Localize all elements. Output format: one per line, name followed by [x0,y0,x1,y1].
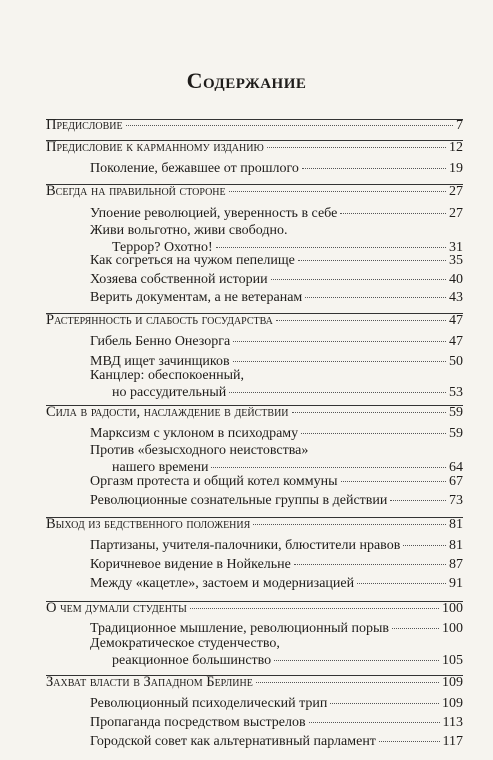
entry-title: Захват власти в Западном Берлине [46,674,253,690]
page-title: Содержание [186,68,307,93]
entry-title: Как согреться на чужом пепелище [90,253,295,268]
entry-title: Коричневое видение в Нойкельне [90,557,291,572]
dot-leader [229,392,446,393]
dot-leader [233,341,446,342]
toc-subentry [90,733,463,750]
entry-title-line1: Канцлер: обеспокоенный, [90,368,245,383]
toc-subentry [90,537,463,554]
toc-chapter [46,139,463,156]
dot-leader [330,703,439,704]
dot-leader [309,722,440,723]
entry-title: Предисловие [46,117,123,133]
toc-subentry [90,252,463,269]
dot-leader [305,297,446,298]
dot-leader [216,247,446,248]
toc-chapter [46,183,463,200]
toc-subentry [90,271,463,288]
entry-title-line2: реакционное большинство [112,653,272,668]
entry-page: 87 [449,557,463,572]
toc-chapter [46,117,463,134]
dot-leader [190,608,439,609]
entry-title: Верить документам, а не ветеранам [90,290,303,305]
dot-leader [390,500,446,501]
entry-page: 40 [449,272,463,287]
entry-title: МВД ищет зачинщиков [90,354,230,369]
toc-subentry [90,160,463,177]
entry-title-line1: Против «безысходного неистовства» [90,443,309,458]
entry-title: Выход из бедственного положения [46,516,251,532]
dot-leader [292,412,446,413]
entry-title: Поколение, бежавшее от прошлого [90,161,299,176]
dot-leader [294,564,446,565]
entry-page: 27 [449,206,463,221]
entry-title: Сила в радости, наслаждение в действии [46,404,289,420]
dot-leader [233,361,446,362]
entry-page: 50 [449,354,463,369]
dot-leader [301,433,446,434]
entry-title: Революционный психоделический трип [90,696,328,711]
entry-title-line2: нашего времени [112,460,209,475]
toc-chapter [46,404,463,421]
entry-page: 100 [442,621,463,636]
entry-page: 19 [449,161,463,176]
entry-title-line2: но рассудительный [112,385,227,400]
entry-page: 27 [449,184,463,199]
toc-subentry [90,442,463,476]
dot-leader [126,125,453,126]
toc-chapter [46,674,463,691]
entry-page: 43 [449,290,463,305]
entry-title: Марксизм с уклоном в психодраму [90,426,299,441]
dot-leader [340,213,446,214]
dot-leader [298,260,446,261]
dot-leader [267,147,446,148]
entry-page: 105 [442,653,463,668]
entry-page: 109 [442,696,463,711]
entry-page: 81 [449,538,463,553]
entry-page: 47 [449,334,463,349]
dot-leader [392,628,439,629]
entry-page: 73 [449,493,463,508]
entry-page: 7 [456,118,463,133]
entry-title: Партизаны, учителя-палочники, блюстители нравов [90,538,401,553]
dot-leader [276,320,446,321]
toc-subentry [90,289,463,306]
entry-title: Упоение революцией, уверенность в себе [90,206,338,221]
toc-subentry [90,473,463,490]
entry-title: Гибель Бенно Онезорга [90,334,231,349]
entry-page: 117 [442,734,463,749]
toc-subentry [90,367,463,401]
toc-chapter [46,516,463,533]
entry-title: Традиционное мышление, революционный порыв [90,621,390,636]
entry-title: Пропаганда посредством выстрелов [90,715,306,730]
dot-leader [229,191,446,192]
entry-title: Городской совет как альтернативный парламент [90,734,376,749]
dot-leader [274,660,439,661]
entry-page: 91 [449,576,463,591]
entry-page: 59 [449,426,463,441]
entry-title-line1: Живи вольготно, живи свободно. [90,223,288,238]
dot-leader [357,583,446,584]
entry-page: 113 [442,715,463,730]
entry-page: 67 [449,474,463,489]
dot-leader [253,524,446,525]
entry-page: 64 [449,460,463,475]
dot-leader [341,481,446,482]
toc-subentry [90,556,463,573]
entry-page: 81 [449,517,463,532]
entry-page: 47 [449,313,463,328]
toc-chapter [46,600,463,617]
toc-subentry [90,492,463,509]
entry-title: О чем думали студенты [46,600,187,616]
entry-page: 59 [449,405,463,420]
dot-leader [379,741,440,742]
entry-title: Оргазм протеста и общий котел коммуны [90,474,338,489]
entry-title-line1: Демократическое студенчество, [90,636,280,651]
entry-page: 12 [449,140,463,155]
toc-subentry [90,333,463,350]
dot-leader [403,545,446,546]
dot-leader [256,682,439,683]
entry-title-line2: Террор? Охотно! [112,240,213,255]
entry-title: Всегда на правильной стороне [46,183,226,199]
dot-leader [211,467,446,468]
entry-title: Предисловие к карманному изданию [46,139,264,155]
toc-subentry [90,635,463,669]
toc-subentry [90,425,463,442]
entry-page: 100 [442,601,463,616]
entry-page: 109 [442,675,463,690]
toc-subentry [90,575,463,592]
dot-leader [271,279,446,280]
entry-title: Хозяева собственной истории [90,272,268,287]
entry-page: 31 [449,240,463,255]
toc-subentry [90,205,463,222]
entry-title: Революционные сознательные группы в действии [90,493,388,508]
toc-chapter [46,312,463,329]
toc-subentry [90,695,463,712]
entry-page: 35 [449,253,463,268]
toc-subentry [90,714,463,731]
entry-title: Растерянность и слабость государства [46,312,273,328]
dot-leader [302,168,446,169]
entry-title: Между «кацетле», застоем и модернизацией [90,576,355,591]
toc-subentry [90,222,463,256]
entry-page: 53 [449,385,463,400]
